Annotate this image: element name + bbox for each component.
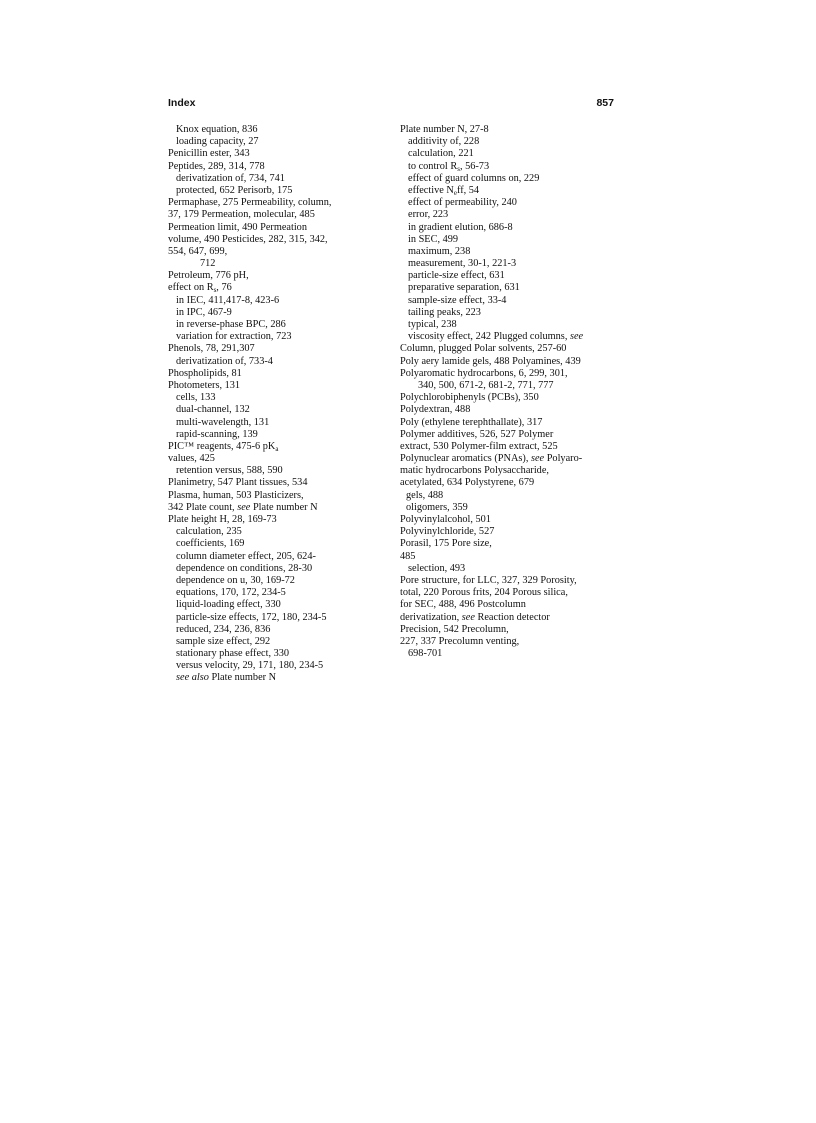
entry-text: calculation, 235	[176, 526, 242, 538]
index-entry	[168, 246, 388, 258]
entry-text: Precision, 542 Precolumn,	[400, 623, 509, 635]
index-entry	[168, 636, 388, 648]
index-entry	[400, 270, 620, 282]
index-entry	[168, 319, 388, 331]
index-entry	[400, 222, 620, 234]
index-entry	[400, 538, 620, 550]
see-reference: see	[569, 331, 584, 343]
index-entry	[400, 502, 620, 514]
entry-text: effective N	[408, 184, 454, 196]
entry-text: 227, 337 Precolumn venting,	[400, 635, 520, 647]
entry-text: 37, 179 Permeation, molecular, 485	[168, 209, 315, 221]
entry-text: selection, 493	[408, 562, 466, 574]
index-entry	[168, 514, 388, 526]
index-entry	[168, 575, 388, 587]
entry-text: in reverse-phase BPC, 286	[176, 319, 286, 330]
entry-text: Photometers, 131	[168, 379, 241, 391]
entry-text: for SEC, 488, 496 Postcolumn	[400, 599, 526, 611]
entry-text: Poly (ethylene terephthallate), 317	[400, 416, 543, 428]
subscript: s	[457, 164, 460, 173]
see-reference: see	[461, 611, 475, 623]
entry-text: , 76	[216, 282, 232, 294]
entry-text: 340, 500, 671-2, 681-2, 771, 777	[418, 379, 554, 391]
index-entry	[168, 222, 388, 234]
index-entry	[400, 246, 620, 258]
entry-text: acetylated, 634 Polystyrene, 679	[400, 477, 535, 489]
index-entry	[168, 404, 388, 416]
entry-text: equations, 170, 172, 234-5	[176, 587, 286, 599]
entry-text: additivity of, 228	[408, 136, 480, 148]
entry-text: viscosity effect, 242 Plugged columns,	[408, 331, 570, 343]
entry-text: Penicillin ester, 343	[168, 148, 250, 160]
index-entry	[168, 258, 388, 270]
entry-text: 342 Plate count,	[168, 501, 238, 513]
entry-text: Petroleum, 776 pH,	[168, 270, 249, 282]
entry-text: versus velocity, 29, 171, 180, 234-5	[176, 660, 324, 672]
entry-text: Plate number N	[250, 501, 318, 513]
entry-text: effect on R	[168, 282, 214, 294]
index-entry	[168, 648, 388, 660]
index-entry	[168, 282, 388, 294]
entry-text: in gradient elution, 686-8	[408, 221, 513, 233]
see-reference: see	[237, 501, 251, 513]
see-reference: see	[530, 453, 545, 465]
page-header	[168, 97, 614, 111]
index-entry	[400, 477, 620, 489]
entry-text: stationary phase effect, 330	[176, 648, 290, 660]
entry-text: dependence on conditions, 28-30	[176, 562, 313, 574]
entry-text: Pore structure, for LLC, 327, 329 Porosity,	[400, 574, 577, 586]
entry-text: Plate number N	[208, 672, 277, 684]
entry-text: to control R	[408, 160, 458, 172]
index-entry	[400, 319, 620, 331]
index-entry	[168, 343, 388, 355]
index-entry	[168, 331, 388, 343]
index-entry	[400, 380, 620, 392]
entry-text: ff, 54	[456, 184, 480, 196]
subscript: e	[453, 188, 457, 197]
index-entry	[400, 173, 620, 185]
index-entry	[400, 563, 620, 575]
index-entry	[168, 392, 388, 404]
entry-text: effect of guard columns on, 229	[408, 172, 540, 184]
index-entry	[168, 453, 388, 465]
index-entry	[400, 453, 620, 465]
index-entry	[400, 234, 620, 246]
entry-text: oligomers, 359	[406, 501, 468, 513]
index-entry	[168, 148, 388, 160]
entry-text: Plate height H, 28, 169-73	[168, 514, 277, 525]
entry-text: Permaphase, 275 Permeability, column,	[168, 197, 332, 209]
entry-text: protected, 652 Perisorb, 175	[176, 184, 293, 196]
index-entry	[168, 526, 388, 538]
entry-text: Poly aery lamide gels, 488 Polyamines, 439	[400, 355, 581, 367]
index-entry	[400, 599, 620, 611]
entry-text: Polyvinylalcohol, 501	[400, 514, 491, 525]
entry-text: multi-wavelength, 131	[176, 416, 270, 428]
index-entry	[168, 234, 388, 246]
entry-text: , 56-73	[459, 160, 490, 172]
entry-text: variation for extraction, 723	[176, 331, 292, 343]
entry-text: reduced, 234, 236, 836	[176, 623, 271, 635]
index-entry	[400, 636, 620, 648]
index-entry	[400, 148, 620, 160]
entry-text: total, 220 Porous frits, 204 Porous silica,	[400, 587, 568, 599]
subscript: s	[213, 286, 217, 295]
entry-text: calculation, 221	[408, 148, 474, 160]
index-entry	[400, 124, 620, 136]
entry-text: Column, plugged Polar solvents, 257-60	[400, 343, 567, 355]
entry-text: gels, 488	[406, 489, 444, 501]
index-entry	[400, 648, 620, 660]
entry-text: preparative separation, 631	[408, 282, 520, 294]
index-entry	[168, 624, 388, 636]
entry-text: derivatization of, 733-4	[176, 355, 273, 367]
entry-text: in IPC, 467-9	[176, 306, 232, 318]
index-entry	[400, 258, 620, 270]
entry-text: in SEC, 499	[408, 233, 459, 245]
index-entry	[168, 429, 388, 441]
index-entry	[168, 551, 388, 563]
index-entry	[168, 136, 388, 148]
entry-text: Peptides, 289, 314, 778	[168, 160, 265, 172]
index-entry	[168, 441, 388, 453]
index-entry	[400, 136, 620, 148]
entry-text: Knox equation, 836	[176, 124, 258, 135]
entry-text: Plasma, human, 503 Plasticizers,	[168, 489, 304, 501]
index-entry	[168, 477, 388, 489]
index-entry	[168, 307, 388, 319]
index-entry	[168, 563, 388, 575]
entry-text: Reaction detector	[474, 611, 550, 623]
index-entry	[168, 185, 388, 197]
index-entry	[400, 356, 620, 368]
entry-text: tailing peaks, 223	[408, 306, 481, 318]
subscript: a	[275, 444, 279, 453]
index-entry	[400, 612, 620, 624]
index-entry	[168, 672, 388, 684]
index-entry	[400, 161, 620, 173]
entry-text: maximum, 238	[408, 245, 471, 257]
entry-text: error, 223	[408, 209, 449, 221]
index-entry	[168, 197, 388, 209]
entry-text: in IEC, 411,417-8, 423-6	[176, 294, 280, 306]
index-entry	[400, 368, 620, 380]
index-entry	[400, 209, 620, 221]
index-entry	[168, 356, 388, 368]
running-title: Index	[168, 97, 196, 109]
index-entry	[168, 209, 388, 221]
entry-text: retention versus, 588, 590	[176, 465, 283, 477]
index-entry	[400, 624, 620, 636]
index-entry	[168, 295, 388, 307]
entry-text: Polyvinylchloride, 527	[400, 526, 495, 538]
entry-text: liquid-loading effect, 330	[176, 599, 281, 611]
index-entry	[168, 161, 388, 173]
entry-text: derivatization,	[400, 611, 462, 623]
index-entry	[400, 575, 620, 587]
index-entry	[168, 270, 388, 282]
entry-text: 485	[400, 550, 416, 562]
entry-text: 712	[200, 258, 216, 270]
index-entry	[400, 514, 620, 526]
index-entry	[400, 307, 620, 319]
entry-text: Polynuclear aromatics (PNAs),	[400, 453, 531, 465]
entry-text: Porasil, 175 Pore size,	[400, 538, 492, 550]
entry-text: rapid-scanning, 139	[176, 428, 258, 440]
entry-text: matic hydrocarbons Polysaccharide,	[400, 465, 549, 477]
entry-text: extract, 530 Polymer-film extract, 525	[400, 440, 558, 452]
entry-text: values, 425	[168, 453, 215, 465]
index-entry	[400, 429, 620, 441]
entry-text: sample size effect, 292	[176, 635, 271, 647]
index-entry	[400, 490, 620, 502]
index-entry	[168, 368, 388, 380]
index-entry	[168, 124, 388, 136]
entry-text: Permeation limit, 490 Permeation	[168, 221, 307, 233]
see-reference: see also	[176, 672, 209, 684]
index-entry	[168, 465, 388, 477]
index-column-right	[400, 124, 620, 660]
index-entry	[400, 295, 620, 307]
index-entry	[400, 465, 620, 477]
index-entry	[400, 197, 620, 209]
entry-text: PIC™ reagents, 475-6 pK	[168, 440, 276, 452]
entry-text: column diameter effect, 205, 624-	[176, 550, 316, 562]
index-entry	[168, 380, 388, 392]
entry-text: Plate number N, 27-8	[400, 124, 489, 135]
entry-text: Planimetry, 547 Plant tissues, 534	[168, 477, 308, 489]
index-entry	[400, 331, 620, 343]
entry-text: coefficients, 169	[176, 538, 245, 550]
index-entry	[400, 404, 620, 416]
index-entry	[168, 660, 388, 672]
index-entry	[400, 392, 620, 404]
index-entry	[400, 526, 620, 538]
entry-text: 554, 647, 699,	[168, 245, 228, 257]
entry-text: Phenols, 78, 291,307	[168, 343, 255, 355]
index-entry	[400, 417, 620, 429]
entry-text: volume, 490 Pesticides, 282, 315, 342,	[168, 233, 328, 245]
entry-text: dependence on u, 30, 169-72	[176, 574, 295, 586]
entry-text: Polydextran, 488	[400, 404, 471, 416]
index-entry	[400, 185, 620, 197]
entry-text: measurement, 30-1, 221-3	[408, 258, 517, 270]
entry-text: typical, 238	[408, 319, 457, 330]
index-entry	[168, 612, 388, 624]
entry-text: particle-size effect, 631	[408, 270, 505, 282]
index-entry	[400, 587, 620, 599]
entry-text: particle-size effects, 172, 180, 234-5	[176, 611, 327, 623]
index-entry	[168, 587, 388, 599]
entry-text: loading capacity, 27	[176, 136, 259, 148]
index-entry	[168, 173, 388, 185]
index-entry	[168, 599, 388, 611]
index-entry	[168, 538, 388, 550]
entry-text: sample-size effect, 33-4	[408, 294, 507, 306]
index-entry	[400, 441, 620, 453]
entry-text: Polychlorobiphenyls (PCBs), 350	[400, 392, 539, 404]
entry-text: derivatization of, 734, 741	[176, 172, 285, 184]
entry-text: Phospholipids, 81	[168, 367, 242, 379]
index-entry	[400, 343, 620, 355]
entry-text: dual-channel, 132	[176, 404, 250, 416]
index-column-left	[168, 124, 388, 685]
entry-text: Polyaromatic hydrocarbons, 6, 299, 301,	[400, 367, 568, 379]
page-number: 857	[596, 97, 614, 109]
index-entry	[400, 551, 620, 563]
entry-text: effect of permeability, 240	[408, 197, 517, 209]
index-entry	[400, 282, 620, 294]
entry-text: 698-701	[408, 648, 443, 660]
entry-text: cells, 133	[176, 392, 216, 404]
index-entry	[168, 502, 388, 514]
index-entry	[168, 490, 388, 502]
entry-text: Polyaro-	[544, 453, 583, 465]
index-entry	[168, 417, 388, 429]
entry-text: Polymer additives, 526, 527 Polymer	[400, 428, 554, 440]
